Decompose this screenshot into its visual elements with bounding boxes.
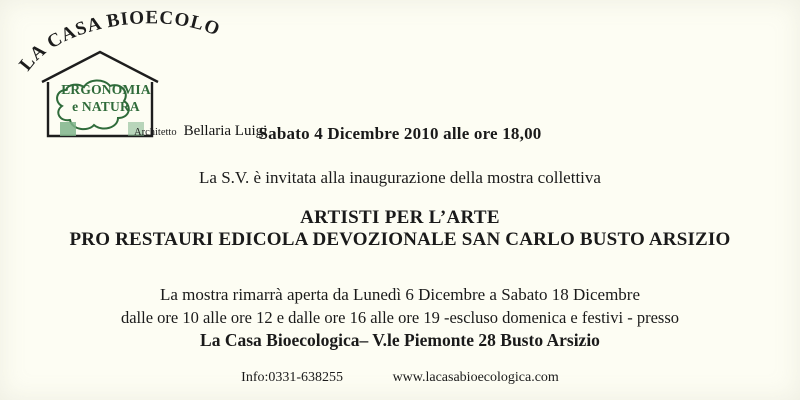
architect-name: Bellaria Luigi [183,123,268,139]
architect-prefix: Architetto [134,127,177,138]
logo-inner-line2: e NATURA [72,98,140,114]
contact-phone: Info:0331-638255 [241,370,344,385]
logo-inner-line1: ERGONOMIA [61,82,151,97]
opening-dates-line: La mostra rimarrà aperta da Lunedì 6 Dicembre a Sabato 18 Dicembre [159,285,641,304]
exhibition-title-line2: PRO RESTAURI EDICOLA DEVOZIONALE SAN CARLO BUSTO ARSIZIO [69,229,731,250]
contact-website: www.lacasabioecologica.com [392,370,559,385]
footer-contacts [0,370,800,386]
logo-arc-label: LA CASA BIOECOLOGICA [15,0,224,75]
invitation-lead-line: La S.V. è invitata alla inaugurazione della mostra collettiva [199,168,601,187]
opening-hours-line: dalle ore 10 alle ore 12 e dalle ore 16 alle ore 19 -escluso domenica e festivi - presso [120,308,680,327]
event-date-line: Sabato 4 Dicembre 2010 alle ore 18,00 [258,124,542,143]
exhibition-title-line1: ARTISTI PER L’ARTE [300,207,500,228]
venue-line: La Casa Bioecologica– V.le Piemonte 28 Busto Arsizio [200,330,600,350]
